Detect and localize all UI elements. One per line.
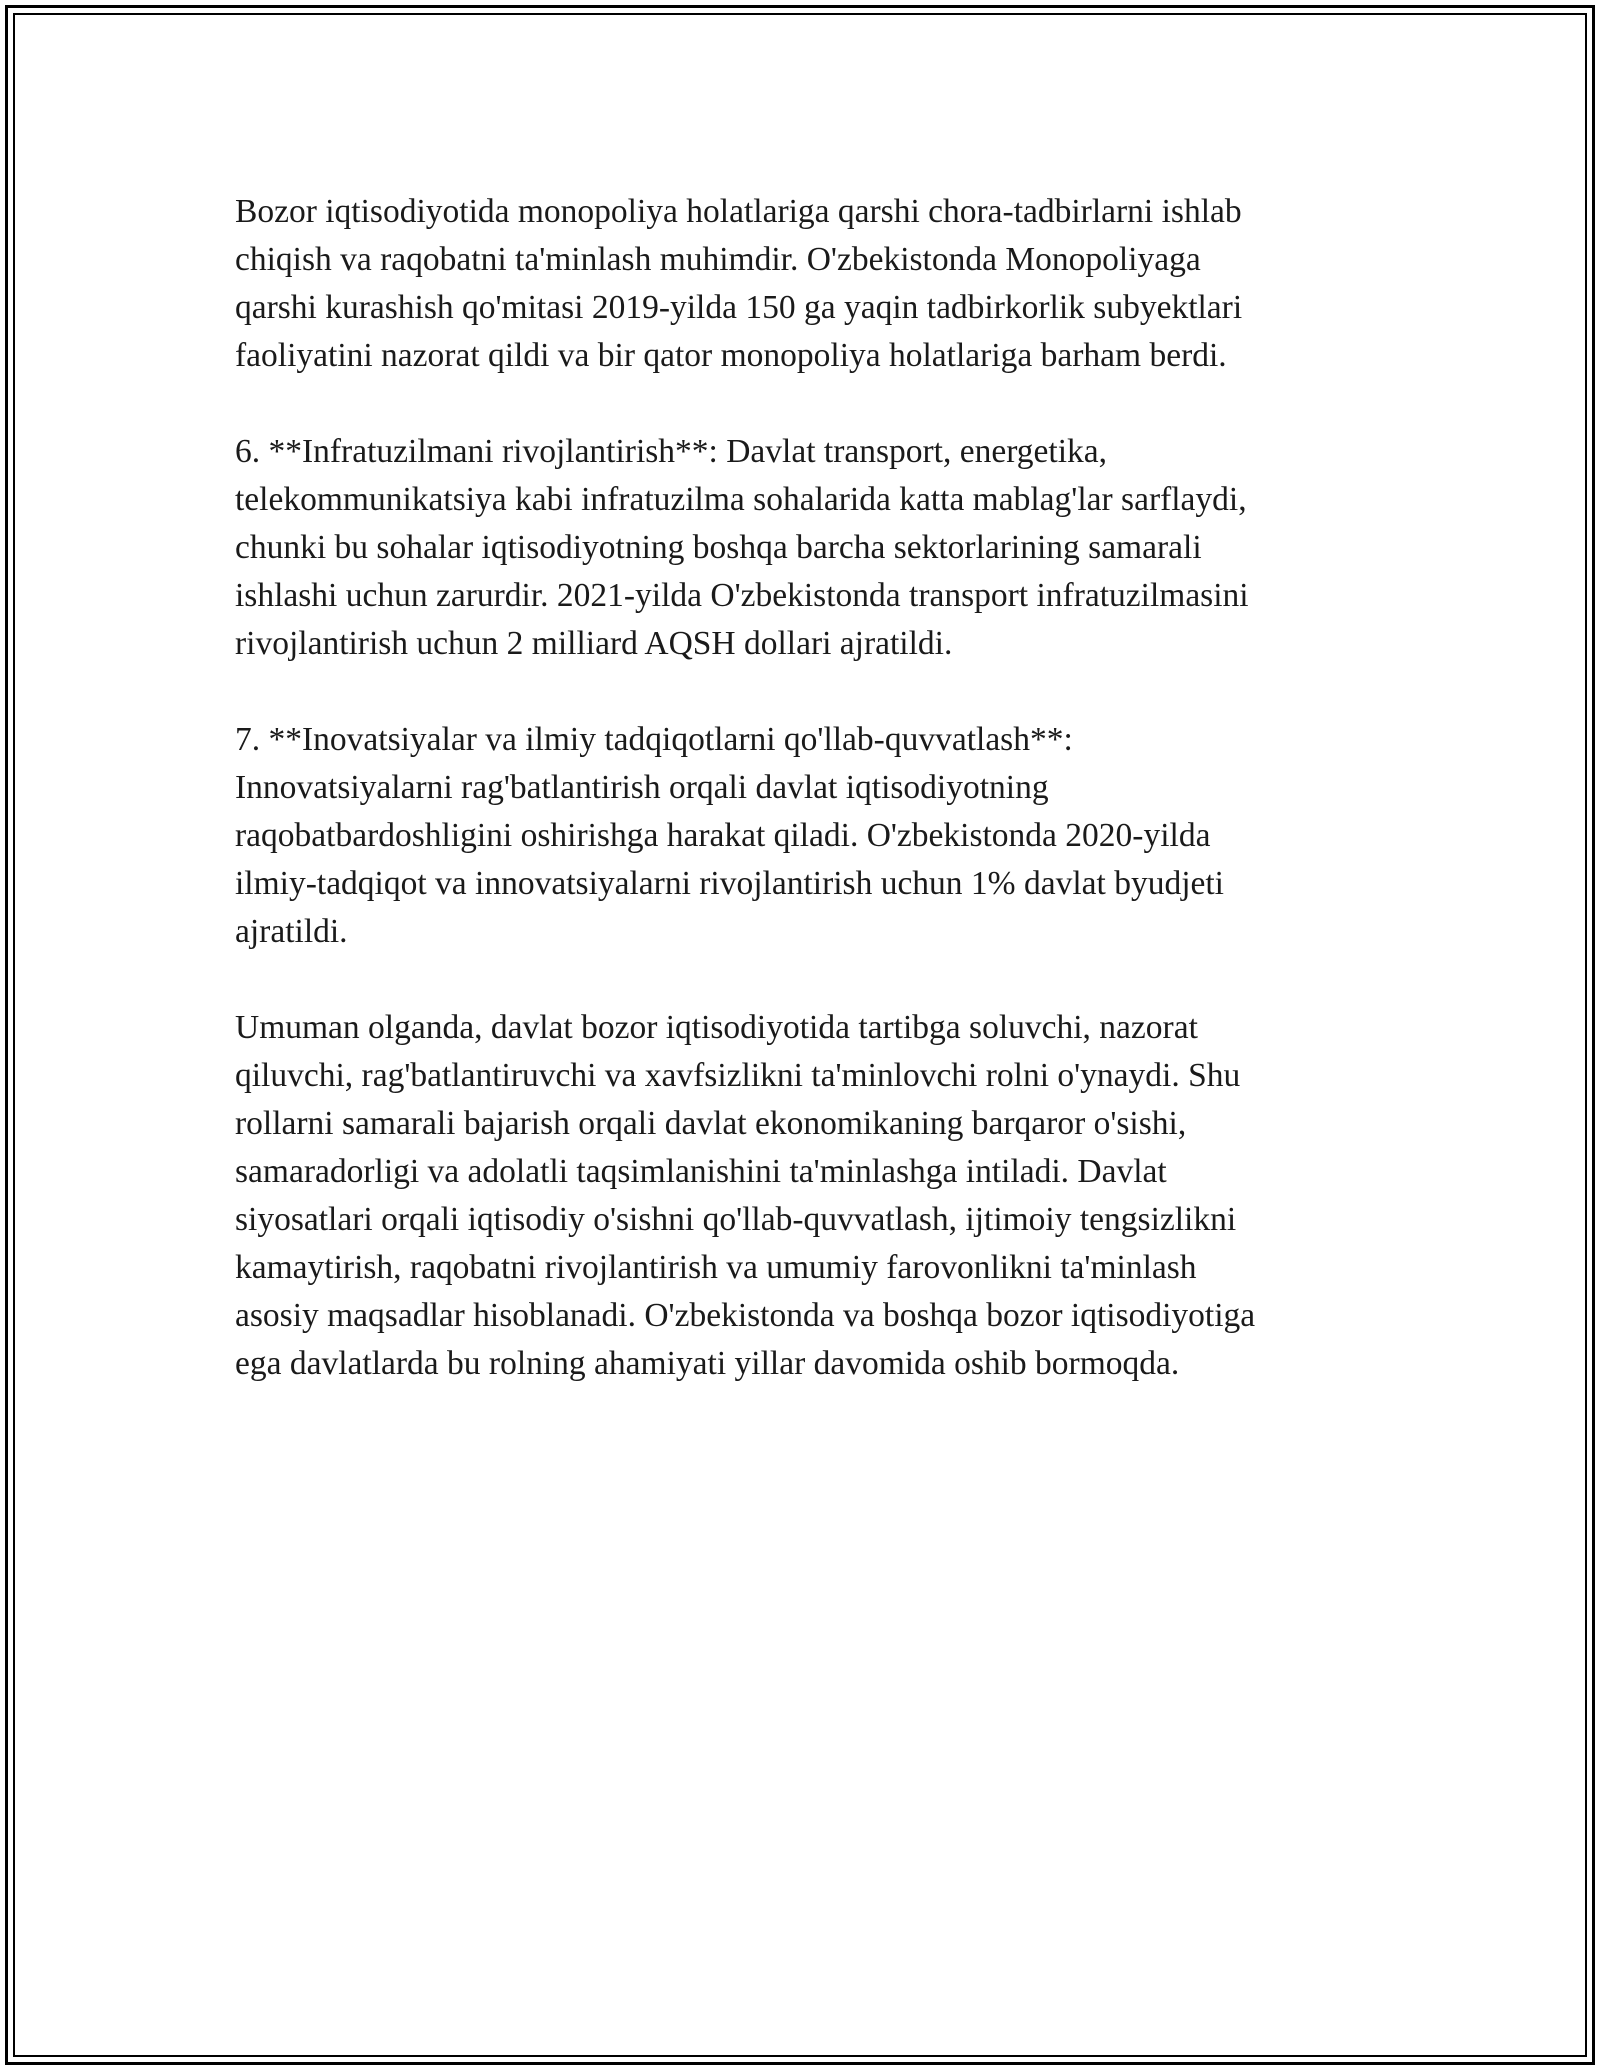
text-line: asosiy maqsadlar hisoblanadi. O'zbekistonda va boshqa bozor iqtisodiyotiga xyxy=(235,1297,1256,1334)
text-line: kamaytirish, raqobatni rivojlantirish va umumiy farovonlikni ta'minlash xyxy=(235,1249,1197,1286)
text-line: Innovatsiyalarni rag'batlantirish orqali davlat iqtisodiyotning xyxy=(235,769,1049,806)
text-line: ajratildi. xyxy=(235,913,348,950)
paragraph-monopoly xyxy=(235,188,1365,380)
paragraph-infrastructure xyxy=(235,428,1365,668)
text-line: 7. **Inovatsiyalar va ilmiy tadqiqotlarni qo'llab-quvvatlash**: xyxy=(235,721,1073,758)
text-line: ilmiy-tadqiqot va innovatsiyalarni rivojlantirish uchun 1% davlat byudjeti xyxy=(235,865,1224,902)
text-line: ishlashi uchun zarurdir. 2021-yilda O'zbekistonda transport infratuzilmasini xyxy=(235,577,1249,614)
text-line: chunki bu sohalar iqtisodiyotning boshqa barcha sektorlarining samarali xyxy=(235,529,1202,566)
text-line: telekommunikatsiya kabi infratuzilma sohalarida katta mablag'lar sarflaydi, xyxy=(235,481,1247,518)
text-line: rollarni samarali bajarish orqali davlat ekonomikaning barqaror o'sishi, xyxy=(235,1105,1187,1142)
text-line: faoliyatini nazorat qildi va bir qator monopoliya holatlariga barham berdi. xyxy=(235,337,1227,374)
paragraph-innovation xyxy=(235,716,1365,956)
text-line: rivojlantirish uchun 2 milliard AQSH dollari ajratildi. xyxy=(235,625,953,662)
text-line: samaradorligi va adolatli taqsimlanishini ta'minlashga intiladi. Davlat xyxy=(235,1153,1167,1190)
text-line: ega davlatlarda bu rolning ahamiyati yillar davomida oshib bormoqda. xyxy=(235,1345,1180,1382)
text-line: Umuman olganda, davlat bozor iqtisodiyotida tartibga soluvchi, nazorat xyxy=(235,1009,1198,1046)
text-line: raqobatbardoshligini oshirishga harakat qiladi. O'zbekistonda 2020-yilda xyxy=(235,817,1211,854)
text-line: qarshi kurashish qo'mitasi 2019-yilda 150 ga yaqin tadbirkorlik subyektlari xyxy=(235,289,1243,326)
text-line: 6. **Infratuzilmani rivojlantirish**: Davlat transport, energetika, xyxy=(235,433,1107,470)
text-line: siyosatlari orqali iqtisodiy o'sishni qo'llab-quvvatlash, ijtimoiy tengsizlikni xyxy=(235,1201,1237,1238)
text-line: qiluvchi, rag'batlantiruvchi va xavfsizlikni ta'minlovchi rolni o'ynaydi. Shu xyxy=(235,1057,1241,1094)
document-body xyxy=(235,188,1365,1436)
text-line: chiqish va raqobatni ta'minlash muhimdir. O'zbekistonda Monopoliyaga xyxy=(235,241,1201,278)
text-line: Bozor iqtisodiyotida monopoliya holatlariga qarshi chora-tadbirlarni ishlab xyxy=(235,193,1242,230)
paragraph-conclusion xyxy=(235,1004,1365,1388)
